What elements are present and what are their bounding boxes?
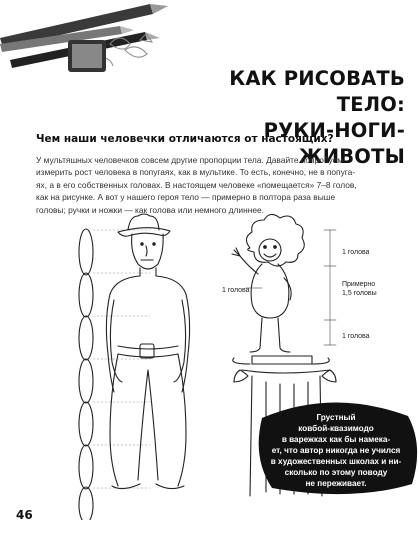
head-units-column (79, 229, 93, 520)
paragraph-line: ях, а в его собственных головах. В настоящем человеке «помещается» 7–8 голов, (36, 179, 357, 190)
label-legs: 1 голова (342, 333, 370, 340)
section-heading: Чем наши человечки отличаются от настоящих? (36, 133, 334, 145)
note-text (256, 412, 416, 489)
title-line-2: РУКИ-НОГИ-ЖИВОТЫ (263, 119, 405, 168)
label-head-left: 1 голова (222, 287, 250, 294)
note-line: ковбой-квазимодо (298, 424, 374, 433)
paragraph-line: измерить рост человека в попугаях, как в мультике. То есть, конечно, не в попуга- (36, 167, 356, 178)
paragraph-line: головы; ручки и ножки — как голова или немного длиннее. (36, 204, 264, 215)
note-line: сколько по этому поводу (284, 468, 388, 477)
note-line: в варежках как бы намека- (281, 435, 391, 444)
label-head-top: 1 голова (342, 249, 370, 256)
paragraph-line: У мультяшных человечков совсем другие пропорции тела. Давайте попробуем (36, 155, 344, 165)
paragraph-line: как на рисунке. А вот у нашего героя тело — примерно в полтора раза выше (36, 192, 336, 203)
note-line: ет, что автор никогда не учился (271, 446, 401, 455)
title-line-1: КАК РИСОВАТЬ ТЕЛО: (229, 67, 405, 116)
note-line: не переживает. (305, 479, 367, 488)
cowboy-figure (106, 214, 189, 489)
label-torso-line-2: 1,5 головы (342, 290, 377, 297)
label-torso (342, 280, 377, 298)
note-line: в художественных школах и ни- (270, 457, 402, 466)
page-number: 46 (16, 508, 33, 522)
note-line: Грустный (316, 413, 356, 422)
label-torso-line-1: Примерно (342, 281, 376, 288)
